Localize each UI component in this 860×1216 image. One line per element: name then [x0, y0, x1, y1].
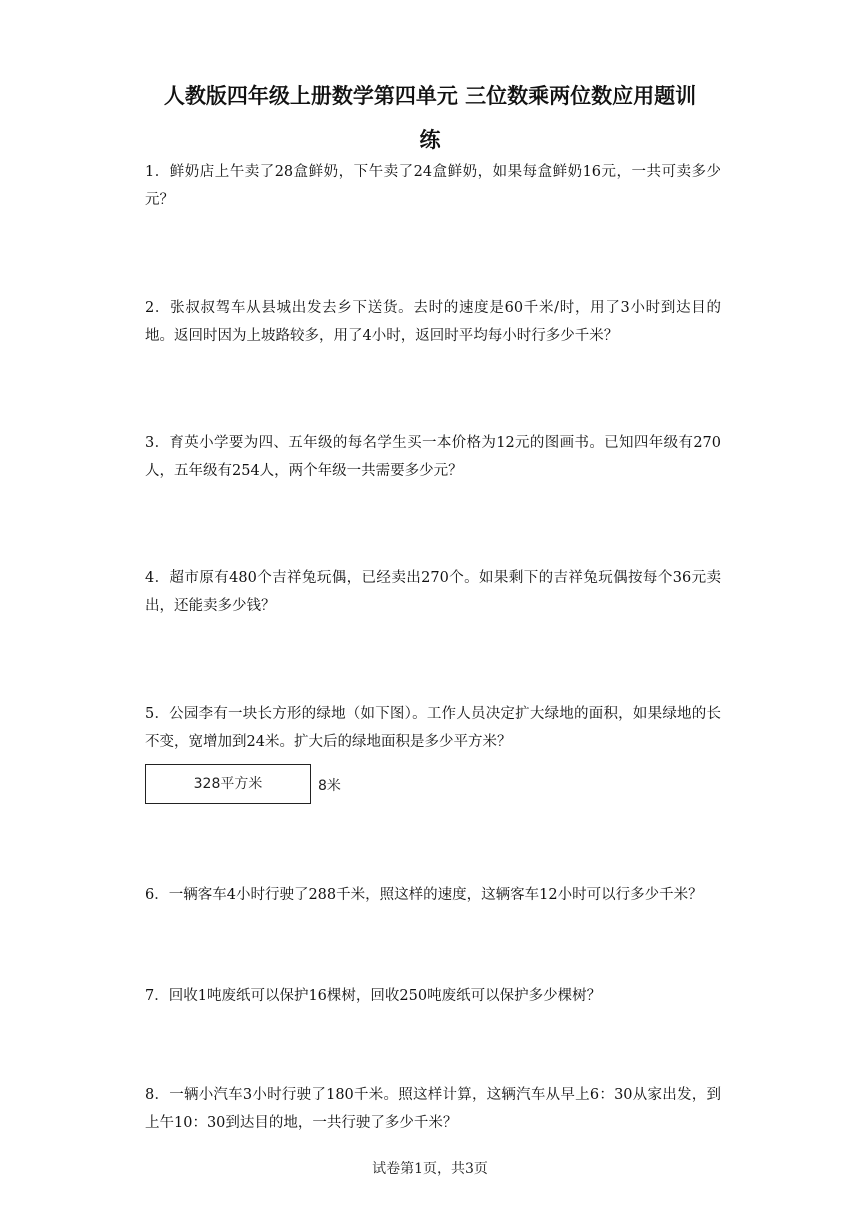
area-label: 328平方米: [193, 776, 263, 792]
question-3: 3．育英小学要为四、五年级的每名学生买一本价格为12元的图画书。已知四年级有270人，五年级有254人，两个年级一共需要多少元？: [145, 435, 721, 479]
question-1: 1．鲜奶店上午卖了28盒鲜奶，下午卖了24盒鲜奶，如果每盒鲜奶16元，一共可卖多少元？: [145, 164, 721, 208]
title-line-2: 练: [419, 128, 441, 152]
title-line-1: 人教版四年级上册数学第四单元 三位数乘两位数应用题训: [163, 84, 697, 108]
page-footer: 试卷第1页，共3页: [372, 1161, 488, 1177]
question-7: 7．回收1吨废纸可以保护16棵树，回收250吨废纸可以保护多少棵树？: [145, 988, 602, 1004]
page-title: [100, 74, 760, 162]
question-5: 5．公园李有一块长方形的绿地（如下图）。工作人员决定扩大绿地的面积，如果绿地的长不变，宽增加到24米。扩大后的绿地面积是多少平方米？: [145, 706, 721, 750]
width-label: 8米: [318, 778, 341, 794]
question-4: 4．超市原有480个吉祥兔玩偶，已经卖出270个。如果剩下的吉祥兔玩偶按每个36元卖出，还能卖多少钱？: [145, 570, 721, 614]
question-2: 2．张叔叔驾车从县城出发去乡下送货。去时的速度是60千米/时，用了3小时到达目的地。返回时因为上坡路较多，用了4小时，返回时平均每小时行多少千米？: [145, 300, 721, 344]
question-8: 8．一辆小汽车3小时行驶了180千米。照这样计算，这辆汽车从早上6：30从家出发，到上午10：30到达目的地，一共行驶了多少千米？: [145, 1087, 721, 1131]
rectangle-figure: [145, 764, 405, 808]
question-6: 6．一辆客车4小时行驶了288千米，照这样的速度，这辆客车12小时可以行多少千米？: [145, 887, 703, 903]
